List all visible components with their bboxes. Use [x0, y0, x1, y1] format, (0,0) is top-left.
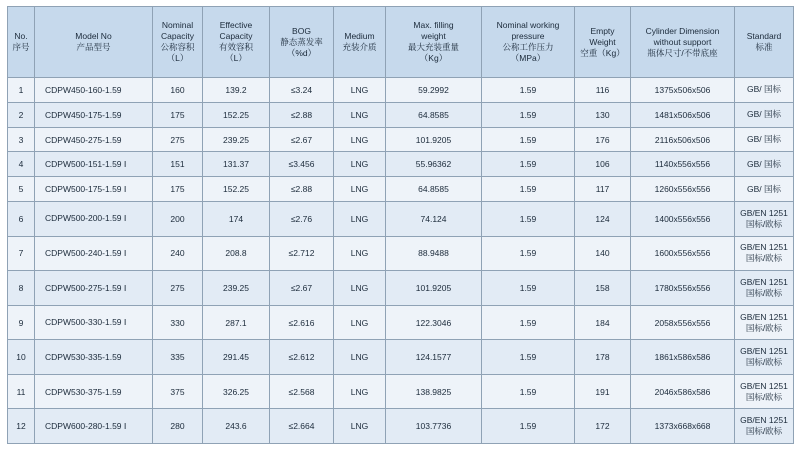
cell-bog: ≤2.88 — [270, 177, 334, 202]
cell-effective-capacity: 139.2 — [203, 78, 270, 103]
spec-table-container — [7, 6, 793, 444]
table-row — [8, 177, 794, 202]
cell-nominal-capacity: 175 — [153, 102, 203, 127]
cell-effective-capacity: 131.37 — [203, 152, 270, 177]
cell-bog: ≤2.76 — [270, 202, 334, 237]
cell-no: 8 — [8, 271, 35, 306]
table-row — [8, 102, 794, 127]
cell-pressure: 1.59 — [482, 271, 575, 306]
cell-dimension: 2046x586x586 — [631, 374, 735, 409]
cell-bog: ≤2.88 — [270, 102, 334, 127]
cell-empty-weight: 178 — [575, 340, 631, 375]
table-row — [8, 152, 794, 177]
cell-standard: GB/EN 1251 国标/欧标 — [735, 236, 794, 271]
header-max-filling: Max. filling weight 最大充装重量 （Kg） — [386, 7, 482, 78]
cell-medium: LNG — [334, 152, 386, 177]
cell-max-filling: 59.2992 — [386, 78, 482, 103]
cell-nominal-capacity: 280 — [153, 409, 203, 444]
table-body — [8, 78, 794, 444]
cell-bog: ≤2.568 — [270, 374, 334, 409]
table-row — [8, 236, 794, 271]
cell-medium: LNG — [334, 177, 386, 202]
cell-standard: GB/ 国标 — [735, 127, 794, 152]
cell-max-filling: 88.9488 — [386, 236, 482, 271]
cell-empty-weight: 116 — [575, 78, 631, 103]
cell-medium: LNG — [334, 127, 386, 152]
cell-standard: GB/ 国标 — [735, 78, 794, 103]
cell-empty-weight: 130 — [575, 102, 631, 127]
cell-nominal-capacity: 330 — [153, 305, 203, 340]
cell-empty-weight: 191 — [575, 374, 631, 409]
header-pressure: Nominal working pressure 公称工作压力 （MPa） — [482, 7, 575, 78]
cell-no: 3 — [8, 127, 35, 152]
cell-bog: ≤2.712 — [270, 236, 334, 271]
cell-effective-capacity: 243.6 — [203, 409, 270, 444]
cell-nominal-capacity: 160 — [153, 78, 203, 103]
cell-model: CDPW450-175-1.59 — [35, 102, 153, 127]
cell-no: 4 — [8, 152, 35, 177]
header-empty-weight: Empty Weight 空重（Kg） — [575, 7, 631, 78]
cell-max-filling: 122.3046 — [386, 305, 482, 340]
cell-model: CDPW450-275-1.59 — [35, 127, 153, 152]
table-row — [8, 409, 794, 444]
cylinder-spec-table — [7, 6, 794, 444]
cell-model: CDPW530-375-1.59 — [35, 374, 153, 409]
header-dimension: Cylinder Dimension without support 瓶体尺寸/不带底座 — [631, 7, 735, 78]
cell-nominal-capacity: 275 — [153, 127, 203, 152]
cell-dimension: 1600x556x556 — [631, 236, 735, 271]
cell-medium: LNG — [334, 236, 386, 271]
cell-nominal-capacity: 275 — [153, 271, 203, 306]
cell-no: 5 — [8, 177, 35, 202]
cell-dimension: 1375x506x506 — [631, 78, 735, 103]
cell-pressure: 1.59 — [482, 374, 575, 409]
cell-standard: GB/EN 1251 国标/欧标 — [735, 305, 794, 340]
cell-empty-weight: 184 — [575, 305, 631, 340]
cell-pressure: 1.59 — [482, 202, 575, 237]
cell-standard: GB/EN 1251 国标/欧标 — [735, 340, 794, 375]
cell-max-filling: 103.7736 — [386, 409, 482, 444]
cell-no: 6 — [8, 202, 35, 237]
table-row — [8, 78, 794, 103]
cell-no: 10 — [8, 340, 35, 375]
cell-pressure: 1.59 — [482, 78, 575, 103]
cell-nominal-capacity: 335 — [153, 340, 203, 375]
cell-dimension: 1861x586x586 — [631, 340, 735, 375]
cell-bog: ≤2.616 — [270, 305, 334, 340]
table-row — [8, 202, 794, 237]
cell-empty-weight: 124 — [575, 202, 631, 237]
cell-dimension: 1481x506x506 — [631, 102, 735, 127]
cell-bog: ≤2.67 — [270, 271, 334, 306]
cell-no: 12 — [8, 409, 35, 444]
cell-max-filling: 64.8585 — [386, 102, 482, 127]
cell-effective-capacity: 174 — [203, 202, 270, 237]
cell-empty-weight: 117 — [575, 177, 631, 202]
cell-dimension: 1400x556x556 — [631, 202, 735, 237]
header-medium: Medium 充装介质 — [334, 7, 386, 78]
cell-effective-capacity: 291.45 — [203, 340, 270, 375]
header-no: No. 序号 — [8, 7, 35, 78]
cell-empty-weight: 172 — [575, 409, 631, 444]
cell-bog: ≤2.67 — [270, 127, 334, 152]
cell-medium: LNG — [334, 374, 386, 409]
cell-no: 1 — [8, 78, 35, 103]
cell-medium: LNG — [334, 202, 386, 237]
cell-model: CDPW600-280-1.59 Ⅰ — [35, 409, 153, 444]
cell-empty-weight: 140 — [575, 236, 631, 271]
cell-no: 7 — [8, 236, 35, 271]
cell-model: CDPW500-175-1.59 Ⅰ — [35, 177, 153, 202]
cell-nominal-capacity: 240 — [153, 236, 203, 271]
cell-medium: LNG — [334, 305, 386, 340]
cell-standard: GB/ 国标 — [735, 152, 794, 177]
cell-pressure: 1.59 — [482, 340, 575, 375]
cell-effective-capacity: 152.25 — [203, 102, 270, 127]
table-row — [8, 305, 794, 340]
cell-bog: ≤2.664 — [270, 409, 334, 444]
cell-pressure: 1.59 — [482, 409, 575, 444]
cell-nominal-capacity: 375 — [153, 374, 203, 409]
cell-empty-weight: 176 — [575, 127, 631, 152]
cell-standard: GB/EN 1251 国标/欧标 — [735, 409, 794, 444]
cell-dimension: 1260x556x556 — [631, 177, 735, 202]
cell-effective-capacity: 239.25 — [203, 127, 270, 152]
cell-medium: LNG — [334, 409, 386, 444]
cell-model: CDPW450-160-1.59 — [35, 78, 153, 103]
table-row — [8, 271, 794, 306]
cell-pressure: 1.59 — [482, 127, 575, 152]
cell-model: CDPW500-275-1.59 Ⅰ — [35, 271, 153, 306]
cell-model: CDPW530-335-1.59 — [35, 340, 153, 375]
cell-medium: LNG — [334, 271, 386, 306]
header-effective-capacity: Effective Capacity 有效容积 （L） — [203, 7, 270, 78]
cell-max-filling: 74.124 — [386, 202, 482, 237]
cell-dimension: 2058x556x556 — [631, 305, 735, 340]
cell-medium: LNG — [334, 340, 386, 375]
cell-model: CDPW500-240-1.59 Ⅰ — [35, 236, 153, 271]
header-row — [8, 7, 794, 78]
cell-model: CDPW500-200-1.59 Ⅰ — [35, 202, 153, 237]
cell-dimension: 1140x556x556 — [631, 152, 735, 177]
cell-bog: ≤3.24 — [270, 78, 334, 103]
cell-effective-capacity: 239.25 — [203, 271, 270, 306]
cell-empty-weight: 106 — [575, 152, 631, 177]
header-bog: BOG 静态蒸发率 （%d） — [270, 7, 334, 78]
table-row — [8, 127, 794, 152]
header-model: Model No 产品型号 — [35, 7, 153, 78]
cell-medium: LNG — [334, 78, 386, 103]
cell-no: 11 — [8, 374, 35, 409]
cell-bog: ≤3.456 — [270, 152, 334, 177]
table-row — [8, 340, 794, 375]
cell-no: 9 — [8, 305, 35, 340]
cell-dimension: 1780x556x556 — [631, 271, 735, 306]
cell-pressure: 1.59 — [482, 152, 575, 177]
cell-dimension: 2116x506x506 — [631, 127, 735, 152]
cell-pressure: 1.59 — [482, 305, 575, 340]
header-nominal-capacity: Nominal Capacity 公称容积 （L） — [153, 7, 203, 78]
cell-max-filling: 101.9205 — [386, 271, 482, 306]
cell-pressure: 1.59 — [482, 102, 575, 127]
cell-medium: LNG — [334, 102, 386, 127]
cell-model: CDPW500-330-1.59 Ⅰ — [35, 305, 153, 340]
cell-max-filling: 64.8585 — [386, 177, 482, 202]
table-row — [8, 374, 794, 409]
cell-standard: GB/EN 1251 国标/欧标 — [735, 271, 794, 306]
cell-standard: GB/ 国标 — [735, 102, 794, 127]
cell-effective-capacity: 152.25 — [203, 177, 270, 202]
cell-effective-capacity: 326.25 — [203, 374, 270, 409]
cell-dimension: 1373x668x668 — [631, 409, 735, 444]
cell-max-filling: 55.96362 — [386, 152, 482, 177]
cell-standard: GB/EN 1251 国标/欧标 — [735, 374, 794, 409]
cell-bog: ≤2.612 — [270, 340, 334, 375]
cell-standard: GB/EN 1251 国标/欧标 — [735, 202, 794, 237]
cell-no: 2 — [8, 102, 35, 127]
cell-max-filling: 101.9205 — [386, 127, 482, 152]
cell-empty-weight: 158 — [575, 271, 631, 306]
cell-effective-capacity: 287.1 — [203, 305, 270, 340]
cell-model: CDPW500-151-1.59 Ⅰ — [35, 152, 153, 177]
header-standard: Standard 标准 — [735, 7, 794, 78]
cell-max-filling: 138.9825 — [386, 374, 482, 409]
cell-max-filling: 124.1577 — [386, 340, 482, 375]
cell-pressure: 1.59 — [482, 177, 575, 202]
cell-nominal-capacity: 200 — [153, 202, 203, 237]
cell-standard: GB/ 国标 — [735, 177, 794, 202]
cell-nominal-capacity: 151 — [153, 152, 203, 177]
cell-pressure: 1.59 — [482, 236, 575, 271]
cell-effective-capacity: 208.8 — [203, 236, 270, 271]
cell-nominal-capacity: 175 — [153, 177, 203, 202]
